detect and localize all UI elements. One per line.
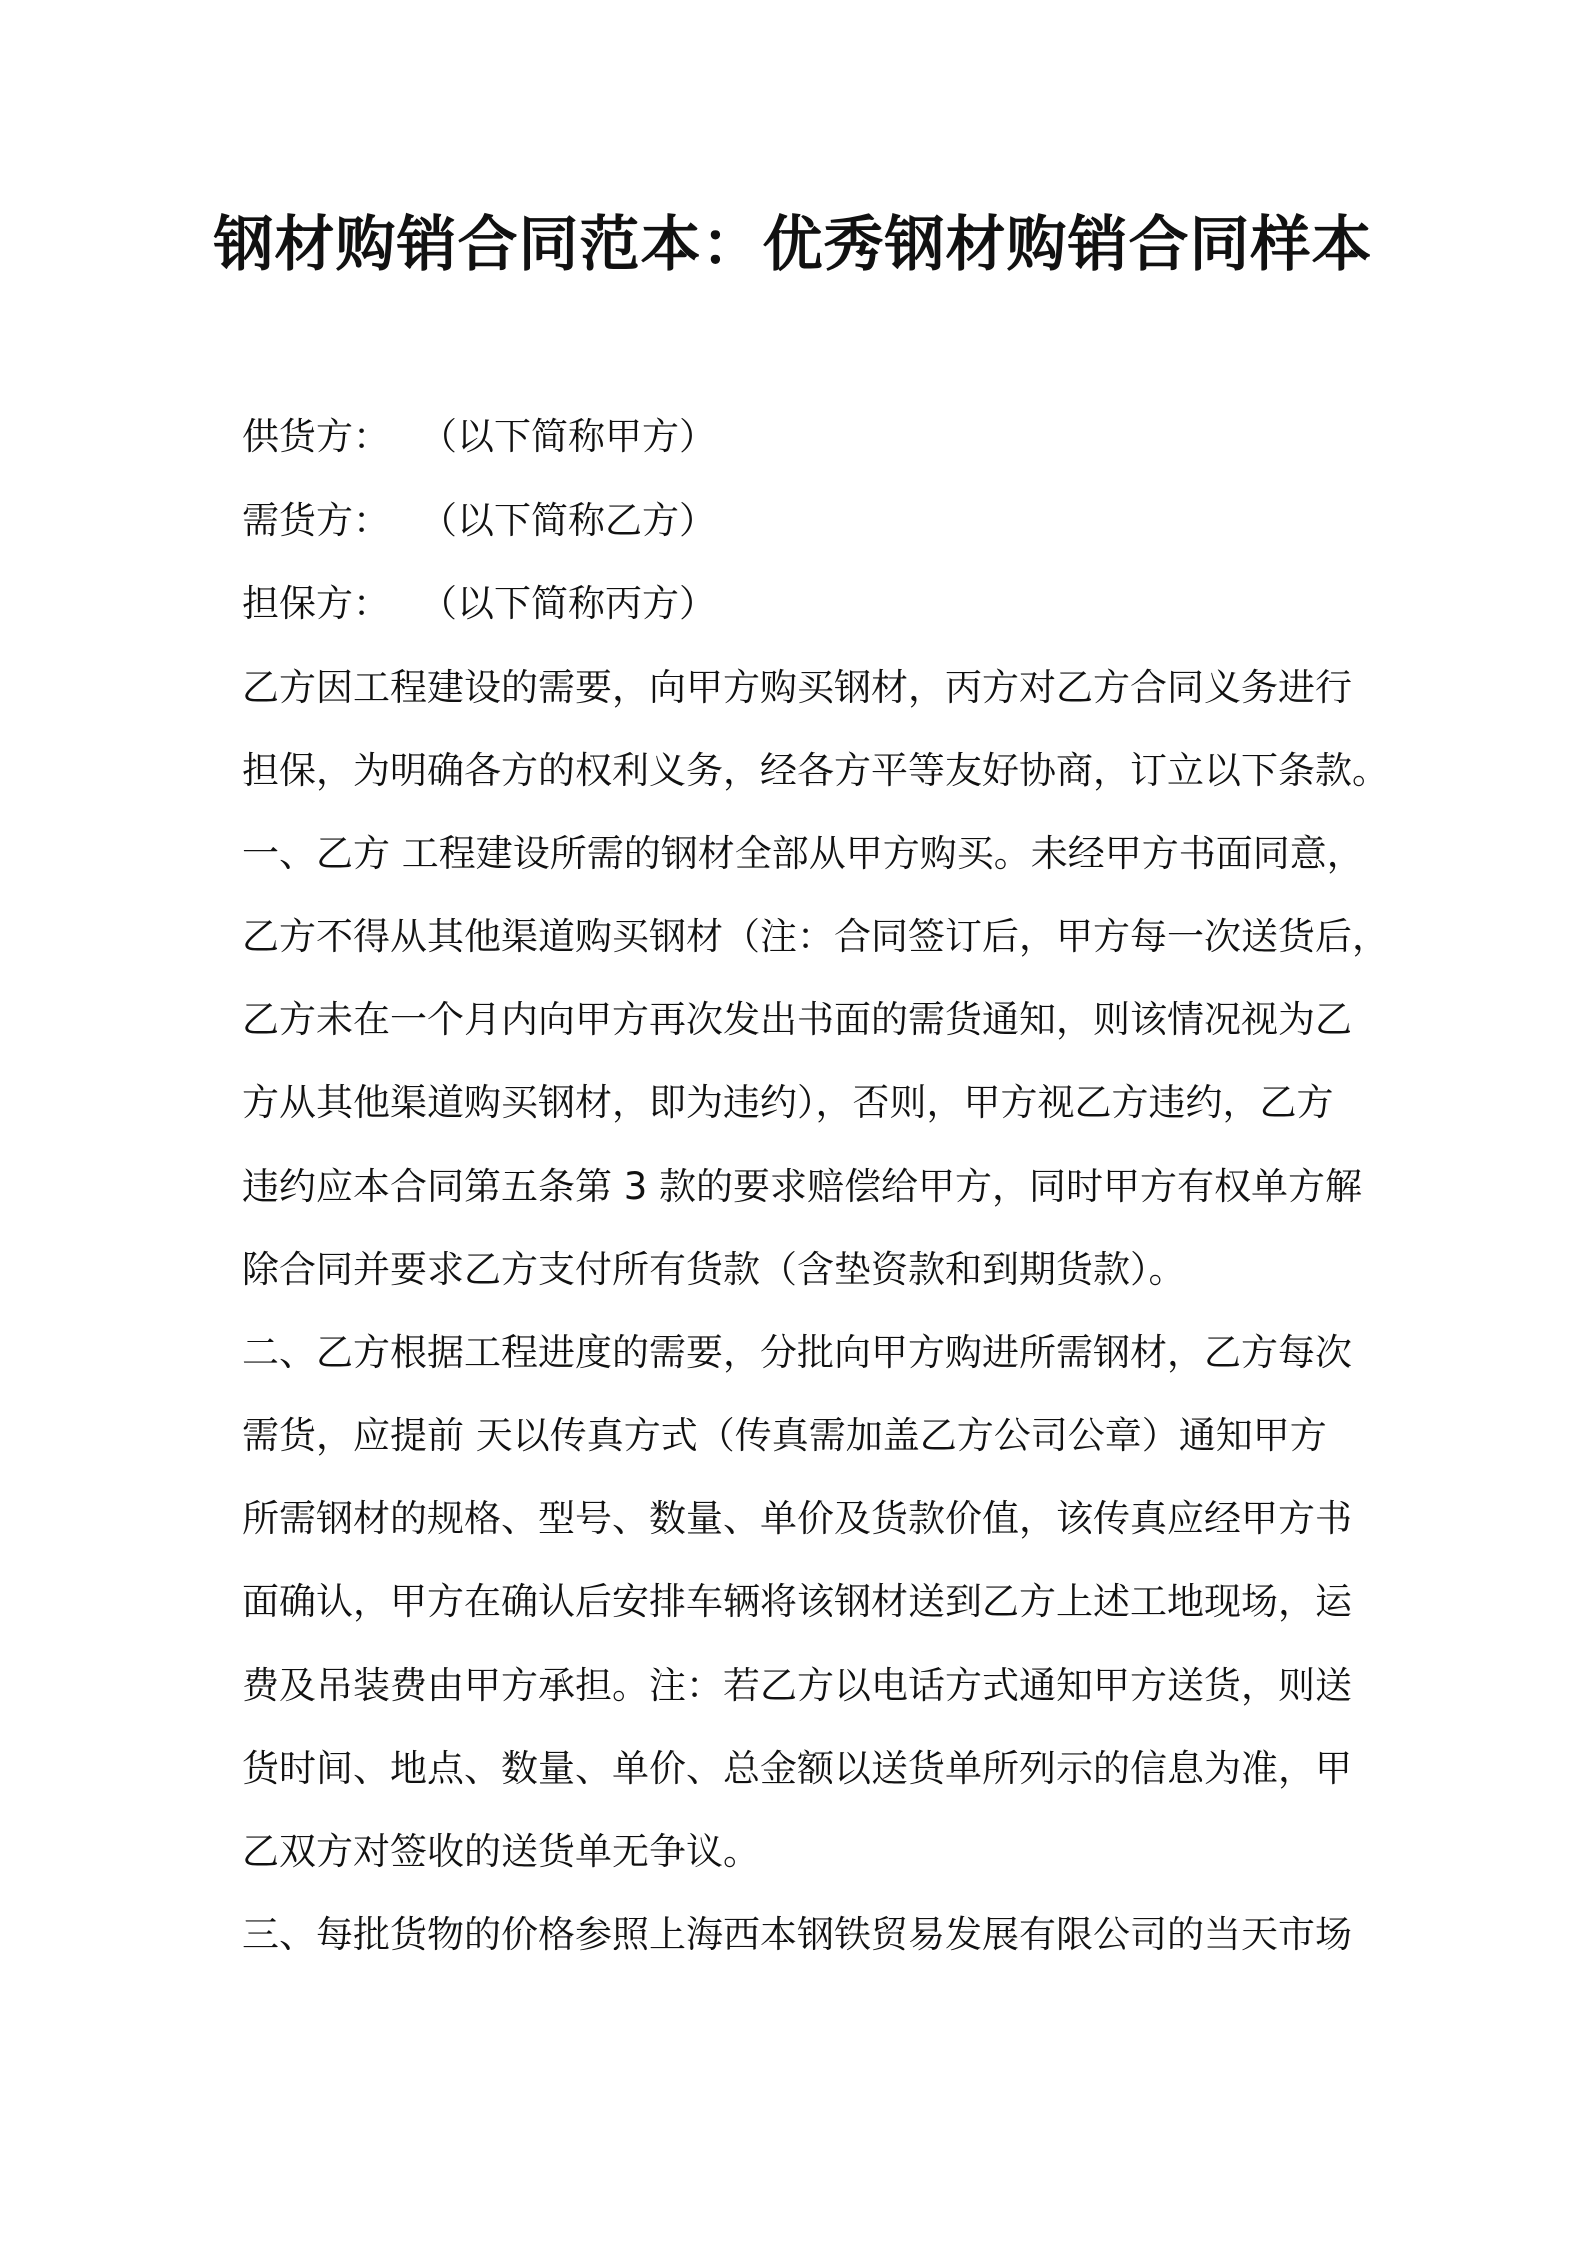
- party-buyer-label: 需货方：: [242, 499, 390, 542]
- body-line: 面确认，甲方在确认后安排车辆将该钢材送到乙方上述工地现场，运: [242, 1580, 1352, 1623]
- body-line: 乙方未在一个月内向甲方再次发出书面的需货通知，则该情况视为乙: [242, 998, 1352, 1041]
- body-line: 费及吊装费由甲方承担。注：若乙方以电话方式通知甲方送货，则送: [242, 1664, 1352, 1707]
- party-buyer-note: （以下简称乙方）: [420, 499, 716, 542]
- party-buyer-line: [242, 496, 716, 546]
- body-line: 一、乙方 工程建设所需的钢材全部从甲方购买。未经甲方书面同意，: [242, 832, 1364, 875]
- body-line: 所需钢材的规格、型号、数量、单价及货款价值，该传真应经甲方书: [242, 1497, 1352, 1540]
- body-line: 货时间、地点、数量、单价、总金额以送货单所列示的信息为准，甲: [242, 1747, 1352, 1790]
- party-guarantor-label: 担保方：: [242, 582, 390, 625]
- party-guarantor-line: [242, 579, 716, 629]
- body-line: 需货，应提前 天以传真方式（传真需加盖乙方公司公章）通知甲方: [242, 1414, 1327, 1457]
- party-guarantor-note: （以下简称丙方）: [420, 582, 716, 625]
- party-supplier-line: [242, 412, 716, 462]
- body-line: 违约应本合同第五条第 3 款的要求赔偿给甲方，同时甲方有权单方解: [242, 1165, 1363, 1208]
- body-line: 三、每批货物的价格参照上海西本钢铁贸易发展有限公司的当天市场: [242, 1913, 1352, 1956]
- body-line: 除合同并要求乙方支付所有货款（含垫资款和到期货款）。: [242, 1248, 1186, 1291]
- body-line: 方从其他渠道购买钢材，即为违约），否则，甲方视乙方违约，乙方: [242, 1081, 1334, 1124]
- party-supplier-note: （以下简称甲方）: [420, 415, 716, 458]
- body-line: 乙方因工程建设的需要，向甲方购买钢材，丙方对乙方合同义务进行: [242, 666, 1352, 709]
- body-line: 担保，为明确各方的权利义务，经各方平等友好协商，订立以下条款。: [242, 749, 1389, 792]
- document-title: 钢材购销合同范本：优秀钢材购销合同样本: [213, 210, 1373, 280]
- body-line: 二、乙方根据工程进度的需要，分批向甲方购进所需钢材，乙方每次: [242, 1331, 1352, 1374]
- party-supplier-label: 供货方：: [242, 415, 390, 458]
- body-line: 乙双方对签收的送货单无争议。: [242, 1830, 760, 1873]
- body-line: 乙方不得从其他渠道购买钢材（注：合同签订后，甲方每一次送货后，: [242, 915, 1389, 958]
